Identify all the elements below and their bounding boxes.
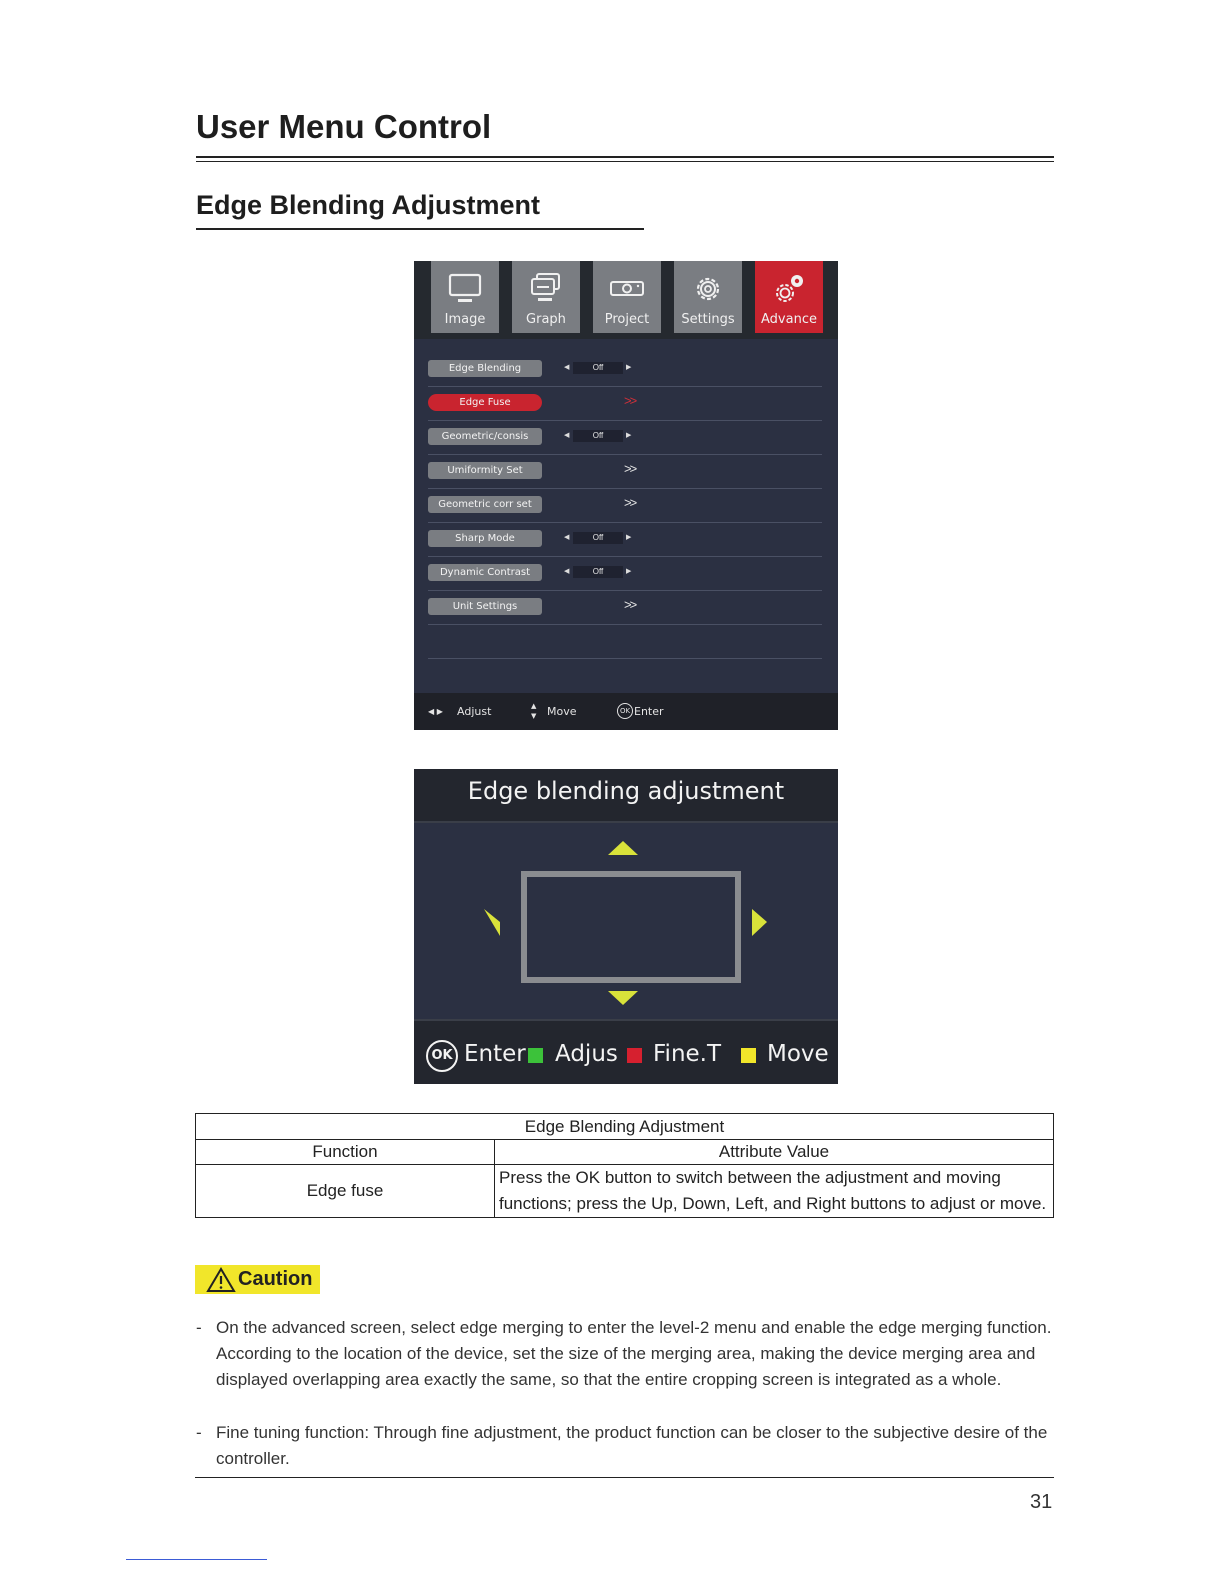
- green-square-icon: [528, 1048, 543, 1063]
- caution-label: Caution: [238, 1268, 313, 1290]
- menu-item-label[interactable]: Geometric/consis: [428, 428, 542, 445]
- tab-label: Project: [604, 312, 650, 327]
- menu-row-dynamic-contrast[interactable]: [428, 557, 822, 591]
- edge-footer: [414, 1019, 838, 1084]
- menu-row-empty: [428, 625, 822, 659]
- tab-label: Advance: [761, 312, 817, 327]
- ok-icon: OK: [426, 1040, 458, 1072]
- table-header-function: Function: [196, 1140, 495, 1165]
- graph-icon: [526, 271, 566, 307]
- down-arrow-icon[interactable]: [608, 991, 638, 1005]
- right-arrow-icon[interactable]: [752, 909, 767, 936]
- menu-row-edge-fuse[interactable]: [428, 387, 822, 421]
- submenu-arrow-icon: >>: [624, 461, 636, 476]
- caution-text: On the advanced screen, select edge merging to enter the level-2 menu and enable the edge merging function. According to the location of the device, set the size of the merging area, making the device merging area and displayed overlapping area exactly the same, so that the entire cropping screen is integrated as a whole.: [216, 1318, 1052, 1389]
- bullet-dash: -: [196, 1423, 202, 1442]
- footer-move: Move: [767, 1041, 829, 1067]
- menu-item-label[interactable]: Dynamic Contrast: [428, 564, 542, 581]
- edge-blending-screenshot: [414, 769, 838, 1084]
- osd-footer: [414, 693, 838, 730]
- table-cell-value: Press the OK button to switch between the adjustment and moving functions; press the Up, Down, Left, and Right buttons to adjust or move.: [495, 1165, 1054, 1218]
- left-arrow-icon[interactable]: ◀: [564, 364, 570, 371]
- footer-fine-tune: Fine.T: [653, 1041, 722, 1067]
- table-cell-function: Edge fuse: [196, 1165, 495, 1218]
- ok-icon: OK: [617, 703, 633, 719]
- menu-row-unit-settings[interactable]: [428, 591, 822, 625]
- tab-label: Graph: [526, 312, 566, 327]
- footer-rule: [195, 1477, 1054, 1478]
- up-arrow-icon[interactable]: [608, 841, 638, 855]
- menu-item-value: Off: [573, 566, 623, 578]
- menu-row-sharp-mode[interactable]: [428, 523, 822, 557]
- edge-title: Edge blending adjustment: [467, 777, 785, 805]
- left-right-arrows-icon: ◀ ▶: [428, 707, 443, 716]
- tab-label: Image: [444, 312, 486, 327]
- menu-row-uniformity-set[interactable]: [428, 455, 822, 489]
- left-arrow-icon[interactable]: ◀: [564, 432, 570, 439]
- right-arrow-icon[interactable]: ▶: [626, 432, 632, 439]
- up-down-arrows-icon: ▲ ▼: [531, 702, 537, 720]
- table-row: [196, 1165, 1054, 1218]
- footer-adjust: Adjust: [457, 705, 492, 718]
- yellow-square-icon: [741, 1048, 756, 1063]
- title-rule-thin: [196, 161, 1054, 162]
- spec-table: [195, 1113, 1054, 1218]
- projector-icon: [607, 271, 647, 307]
- right-arrow-icon[interactable]: ▶: [626, 534, 632, 541]
- footer-adjust: Adjus: [555, 1041, 618, 1067]
- table-header-attribute: Attribute Value: [495, 1140, 1054, 1165]
- caution-badge: [195, 1265, 320, 1294]
- tab-graph[interactable]: [512, 261, 580, 333]
- warning-icon: [206, 1267, 236, 1293]
- menu-item-value: Off: [573, 532, 623, 544]
- menu-item-label[interactable]: Edge Fuse: [428, 394, 542, 411]
- footer-enter: Enter: [634, 705, 664, 718]
- footer-link-underline: [126, 1559, 267, 1560]
- left-arrow-icon[interactable]: ◀: [564, 568, 570, 575]
- tab-project[interactable]: [593, 261, 661, 333]
- footer-enter: Enter: [464, 1041, 526, 1067]
- menu-item-label[interactable]: Unit Settings: [428, 598, 542, 615]
- menu-row-geometric-corr-set[interactable]: [428, 489, 822, 523]
- blend-area-frame: [521, 871, 741, 983]
- tab-image[interactable]: [431, 261, 499, 333]
- tab-advance[interactable]: [755, 261, 823, 333]
- section-title: Edge Blending Adjustment: [196, 190, 540, 220]
- gears-icon: [769, 271, 809, 307]
- menu-item-value: Off: [573, 430, 623, 442]
- table-caption: Edge Blending Adjustment: [196, 1114, 1054, 1140]
- submenu-arrow-icon: >>: [624, 495, 636, 510]
- left-arrow-icon[interactable]: ◀: [564, 534, 570, 541]
- caution-text: Fine tuning function: Through fine adjustment, the product function can be closer to the subjective desire of the controller.: [216, 1423, 1048, 1468]
- menu-item-label[interactable]: Geometric corr set: [428, 496, 542, 513]
- menu-item-label[interactable]: Sharp Mode: [428, 530, 542, 547]
- submenu-arrow-icon: >>: [624, 597, 636, 612]
- menu-item-value: Off: [573, 362, 623, 374]
- tab-settings[interactable]: [674, 261, 742, 333]
- page-title: User Menu Control: [196, 108, 492, 145]
- bullet-dash: -: [196, 1318, 202, 1337]
- menu-row-geometric-consis[interactable]: [428, 421, 822, 455]
- tab-label: Settings: [681, 312, 735, 327]
- title-rule: [196, 156, 1054, 158]
- right-arrow-icon[interactable]: ▶: [626, 568, 632, 575]
- section-rule: [196, 228, 644, 230]
- menu-item-label[interactable]: Edge Blending: [428, 360, 542, 377]
- menu-row-edge-blending[interactable]: [428, 353, 822, 387]
- right-arrow-icon[interactable]: ▶: [626, 364, 632, 371]
- osd-tab-bar: [414, 261, 838, 339]
- red-square-icon: [627, 1048, 642, 1063]
- caution-item: [196, 1420, 1056, 1472]
- monitor-icon: [445, 271, 485, 307]
- submenu-arrow-icon: >>: [624, 393, 636, 408]
- caution-item: [196, 1315, 1056, 1393]
- page-number: 31: [1030, 1491, 1053, 1513]
- menu-item-label[interactable]: Umiformity Set: [428, 462, 542, 479]
- footer-move: Move: [547, 705, 577, 718]
- gear-icon: [688, 271, 728, 307]
- left-arrow-icon[interactable]: [484, 909, 500, 936]
- osd-menu-screenshot: [414, 261, 838, 730]
